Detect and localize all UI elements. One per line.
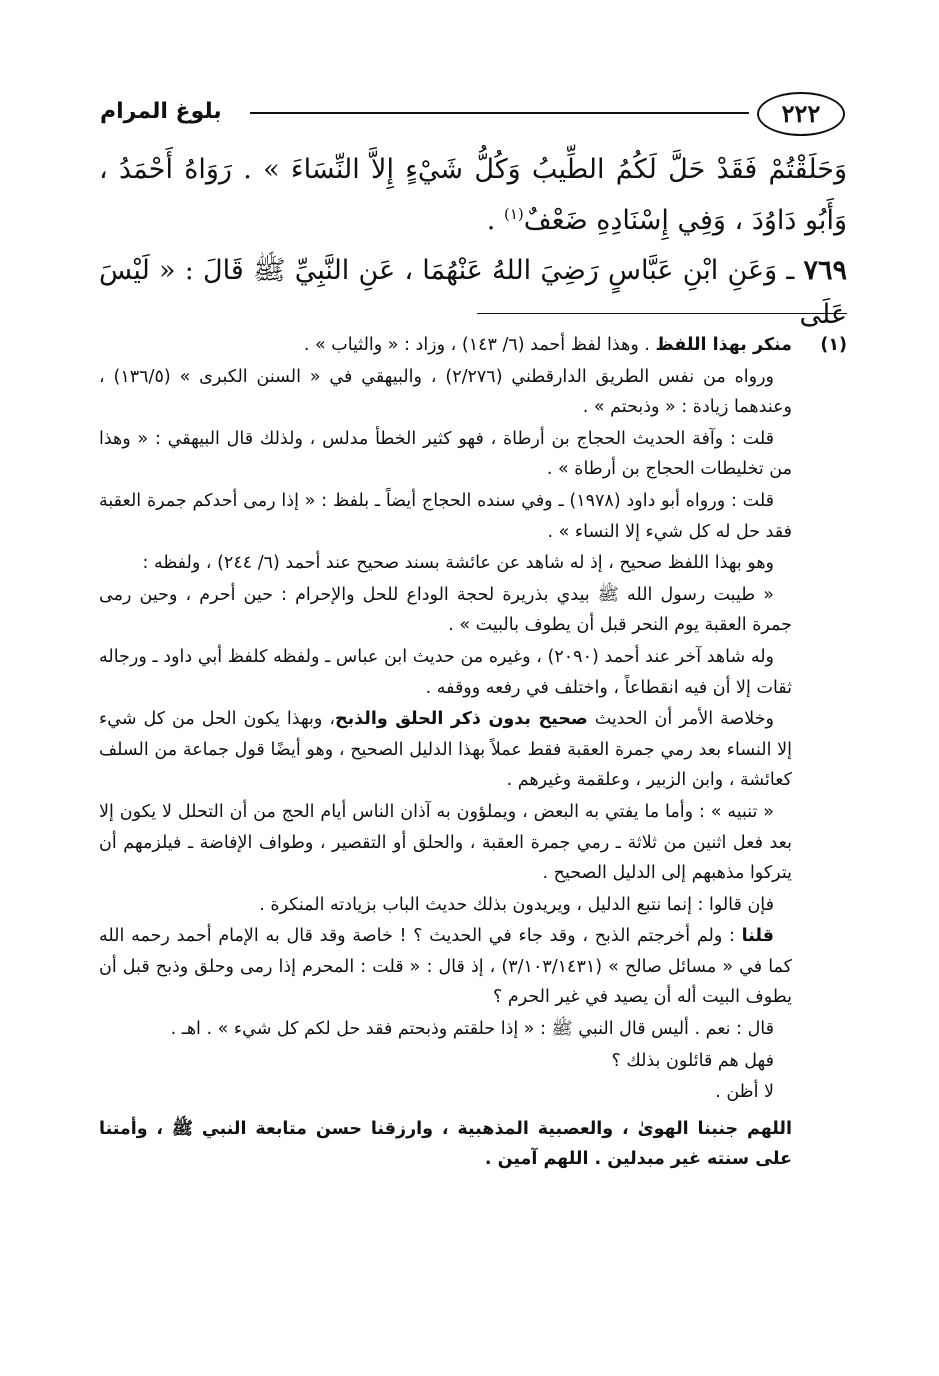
page-number: ٢٢٢ (757, 92, 845, 136)
main-paragraph-2 (99, 249, 847, 337)
page-header (100, 92, 845, 144)
footnote-paragraph: قال : نعم . أليس قال النبي ﷺ : « إذا حلقتم وذبحتم فقد حل لكم كل شيء » . اهـ . (170, 1019, 774, 1040)
footnote-divider (477, 313, 847, 314)
book-title: بلوغ المرام (100, 99, 222, 124)
main-paragraph-1 (99, 148, 847, 243)
footnote-body (99, 330, 792, 1176)
main-paragraph-1-end: . (486, 205, 504, 236)
footnote-reply (99, 921, 792, 1013)
summary-verdict: صحيح بدون ذكر الحلق والذبح (334, 709, 588, 730)
footnote-paragraph: ورواه من نفس الطريق الدارقطني (٢/٢٧٦) ، والبيهقي في « السنن الكبرى » (١٣٦/٥) ، وعندهما زيادة : « وذبحتم » . (99, 366, 792, 418)
footnote-paragraph: فهل هم قائلون بذلك ؟ (611, 1050, 774, 1071)
footnote-paragraph: وهو بهذا اللفظ صحيح ، إذ له شاهد عن عائشة بسند صحيح عند أحمد (٦/ ٢٤٤) ، ولفظه : (142, 553, 774, 574)
footnote-summary (99, 704, 792, 796)
footnote-note: « تنبيه » : وأما ما يفتي به البعض ، ويملؤون به آذان الناس أيام الحج من أن التحلل لا يكون إلا بعد فعل اثنين من ثلاثة ـ رمي جمرة العقبة ، والحلق أو التقصير ، وطواف الإفاضة ـ فيلزمهم أن يتركوا مذهبهم إلى الدليل الصحيح . (99, 801, 792, 884)
footnote-reference[interactable]: (١) (503, 205, 524, 223)
footnote-lead (99, 330, 792, 361)
footnote-paragraph: قلت : وآفة الحديث الحجاج بن أرطاة ، فهو كثير الخطأ مدلس ، ولذلك قال البيهقي : « وهذا من تخليطات الحجاج بن أرطاة » . (99, 428, 792, 480)
footnote-paragraph: وله شاهد آخر عند أحمد (٢٠٩٠) ، وغيره من حديث ابن عباس ـ ولفظه كلفظ أبي داود ـ ورجاله ثقات إلا أن فيه انقطاعاً ، واختلف في رفعه ووقفه . (99, 646, 792, 698)
footnotes (99, 330, 847, 1176)
closing-prayer: اللهم جنبنا الهوىٰ ، والعصبية المذهبية ، وارزقنا حسن متابعة النبي ﷺ ، وأمتنا على سنته غير مبدلين . اللهم آمين . (99, 1118, 792, 1170)
header-rule (250, 112, 749, 114)
summary-text-c: ، وبهذا يكون الحل من كل شيء إلا النساء بعد رمي جمرة العقبة فقط عملاً بهذا الدليل الصحيح ، وهو أيضًا قول جماعة من السلف كعائشة ، وابن الزبير ، وعلقمة وغيرهم . (99, 709, 792, 791)
reply-text: : ولم أخرجتم الذبح ، وقد جاء في الحديث ؟ ! خاصة وقد قال به الإمام أحمد رحمه الله كما في « مسائل صالح » (٣/١٠٣/١٤٣١) ، إذ قال : « قلت : المحرم إذا رمى وحلق وذبح قبل أن يطوف البيت أله أن يصيد في غير الحرم ؟ (99, 926, 792, 1008)
summary-text-a: وخلاصة الأمر أن الحديث (587, 709, 774, 730)
footnote-paragraph: فإن قالوا : إنما نتبع الدليل ، ويريدون بذلك حديث الباب بزيادته المنكرة . (259, 894, 774, 915)
footnote-quote: « طيبت رسول الله ﷺ بيدي بذريرة لحجة الوداع للحل والإحرام : حين أحرم ، وحين رمى جمرة العقبة يوم النحر قبل أن يطوف بالبيت » . (99, 584, 792, 636)
footnote-paragraph: قلت : ورواه أبو داود (١٩٧٨) ـ وفي سنده الحجاج أيضاً ـ بلفظ : « إذا رمى أحدكم جمرة العقبة فقد حل له كل شيء إلا النساء » . (99, 490, 792, 542)
main-paragraph-1-text: وَحَلَقْتُمْ فَقَدْ حَلَّ لَكُمُ الطِّيبُ وَكُلُّ شَيْءٍ إِلاَّ النِّسَاءَ » . رَوَاهُ أَحْمَدُ ، وَأَبُو دَاوُدَ ، وَفِي إِسْنَادِهِ ضَعْفٌ (99, 154, 847, 236)
footnote-lead-text: . وهذا لفظ أحمد (٦/ ١٤٣) ، وزاد : « والثياب » . (303, 335, 656, 355)
footnote-verdict: منكر بهذا اللفظ (655, 335, 792, 355)
hadith-number: ٧٦٩ (803, 255, 847, 286)
main-paragraph-2-text: ـ وَعَنِ ابْنِ عَبَّاسٍ رَضِيَ اللهُ عَنْهُمَا ، عَنِ النَّبِيِّ ﷺ قَالَ : « لَيْسَ عَلَى (99, 255, 847, 330)
footnote-paragraph: لا أظن . (715, 1082, 774, 1103)
reply-label: قلنا (741, 926, 774, 947)
footnote-1 (99, 330, 847, 1176)
footnote-marker: (١) (820, 335, 847, 355)
